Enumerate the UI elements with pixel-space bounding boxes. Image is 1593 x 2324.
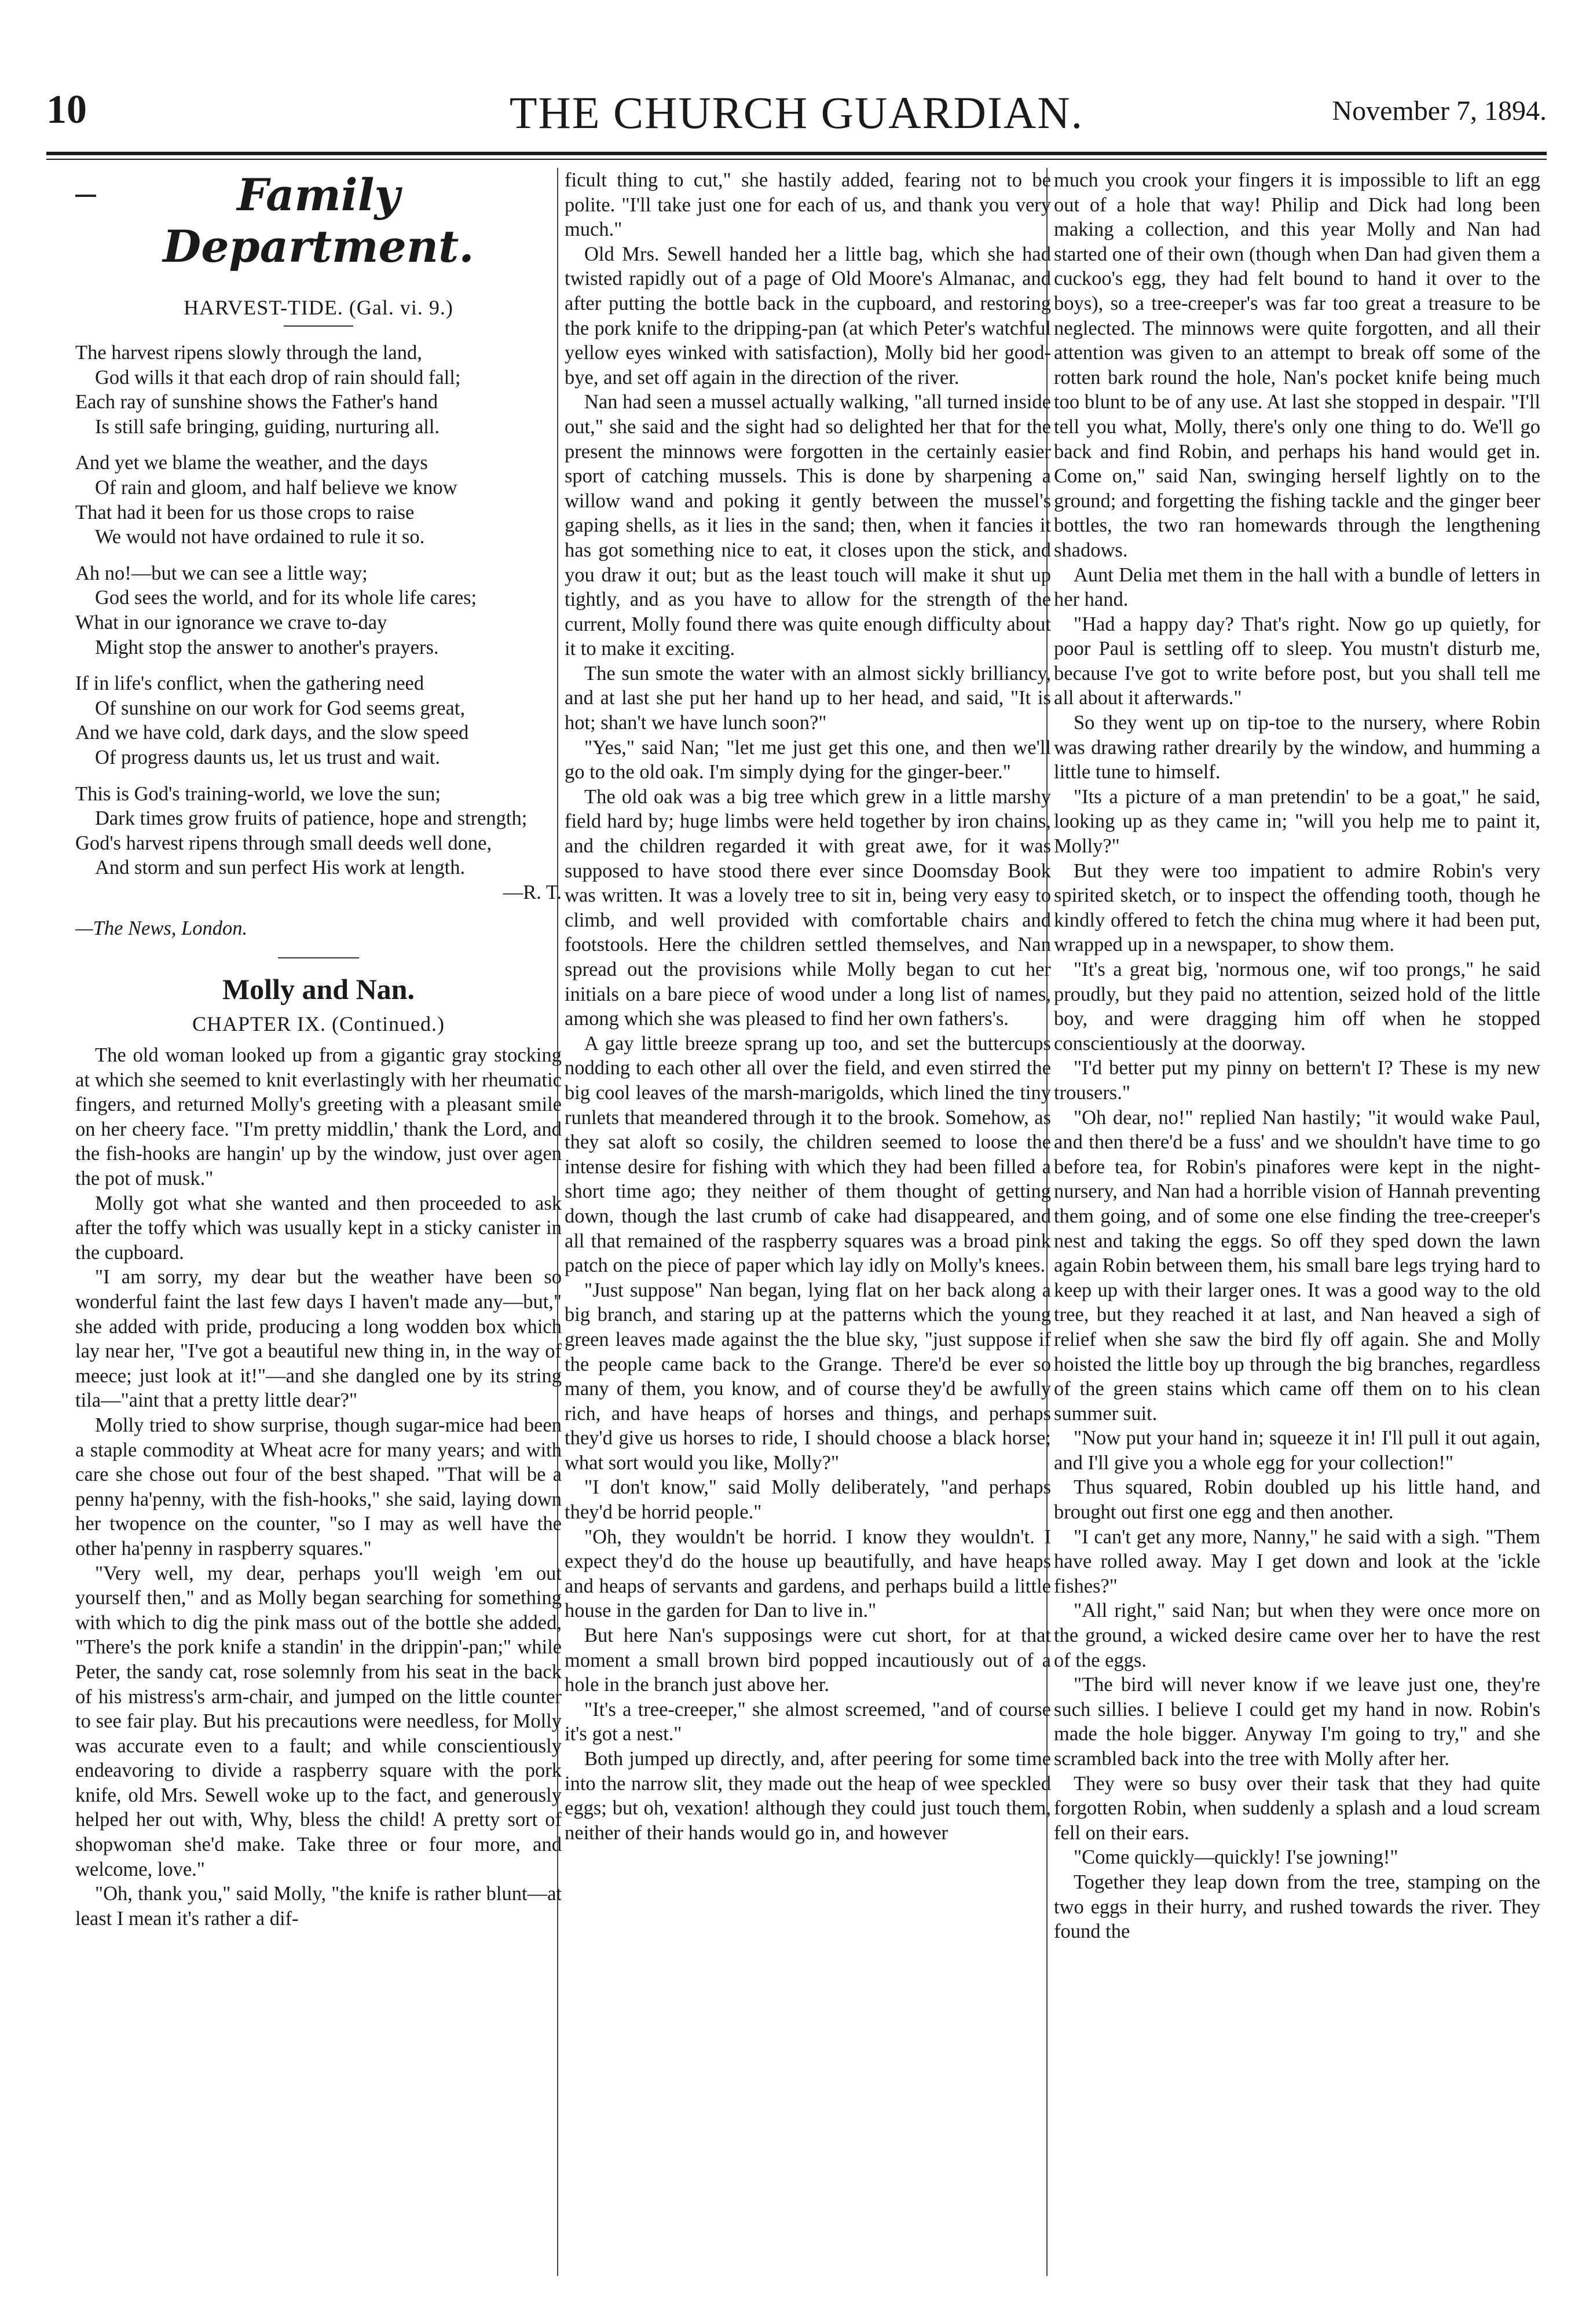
poem-line: This is God's training-world, we love the sun; bbox=[75, 782, 441, 805]
story-paragraph: "The bird will never know if we leave just one, they're such sillies. I believe I could get my hand in now. Robin's made the hole bigger. Anyway I'm going to try," and she scrambled back into the tree with Molly after her. bbox=[1054, 1674, 1540, 1770]
story-paragraph: A gay little breeze sprang up too, and set the buttercups nodding to each other all over the field, and even stirred the big cool leaves of the marsh-marigolds, which lined the tiny runlets that meandered through it to the brook. Somehow, as they sat aloft so cosily, the children seemed to loose the intense desire for fishing with which they had been filled a short time ago; they neither of them thought of getting down, though the last crumb of cake had disappeared, and all that remained of the raspberry squares was a broad pink patch on the piece of paper which lay idly on Molly's knees. bbox=[565, 1032, 1051, 1277]
story-paragraph: "Yes," said Nan; "let me just get this one, and then we'll go to the old oak. I'm simply dying for the ginger-beer." bbox=[565, 736, 1051, 784]
chapter-heading: CHAPTER IX. (Continued.) bbox=[192, 1012, 445, 1036]
story-paragraph: "I don't know," said Molly deliberately, "and perhaps they'd be horrid people." bbox=[565, 1476, 1051, 1524]
story-paragraph: ficult thing to cut," she hastily added, fearing not to be polite. "I'll take just one for each of us, and thank you very much." bbox=[565, 169, 1051, 241]
story-paragraph: Thus squared, Robin doubled up his little hand, and brought out first one egg and then another. bbox=[1054, 1476, 1540, 1524]
story-paragraph: The old woman looked up from a gigantic gray stocking at which she seemed to knit everlastingly with her rheumatic fingers, and returned Molly's greeting with a pleasant smile on her cheery face. "I'm pretty middlin,' thank the Lord, and the fish-hooks are hangin' up by the window, just over agen the pot of musk." bbox=[75, 1044, 562, 1190]
poem-line: And we have cold, dark days, and the slow speed bbox=[75, 722, 469, 744]
poem-line: Dark times grow fruits of patience, hope and strength; bbox=[95, 807, 528, 830]
poem-stanza bbox=[75, 451, 562, 549]
column-2 bbox=[565, 168, 1051, 2299]
poem-line: Of sunshine on our work for God seems great, bbox=[95, 697, 466, 719]
poem-stanza bbox=[75, 671, 562, 770]
poem-line: What in our ignorance we crave to-day bbox=[75, 611, 387, 634]
poem-title-rule bbox=[284, 325, 353, 327]
column-1 bbox=[75, 168, 562, 2299]
poem-line: Is still safe bringing, guiding, nurturing all. bbox=[95, 415, 440, 438]
poem-line: God sees the world, and for its whole life cares; bbox=[95, 587, 477, 609]
poem-line: Might stop the answer to another's prayers. bbox=[95, 636, 439, 658]
story-paragraph: They were so busy over their task that they had quite forgotten Robin, when suddenly a splash and a loud scream fell on their ears. bbox=[1054, 1772, 1540, 1844]
story-paragraph: "I can't get any more, Nanny," he said with a sigh. "Them have rolled away. May I get down and look at the 'ickle fishes?" bbox=[1054, 1525, 1540, 1597]
story-paragraph: "It's a tree-creeper," she almost screemed, "and of course it's got a nest." bbox=[565, 1698, 1051, 1745]
newspaper-title: THE CHURCH GUARDIAN. bbox=[509, 87, 1084, 138]
department-title: Family Department. bbox=[163, 169, 474, 272]
poem-line: Of rain and gloom, and half believe we know bbox=[95, 476, 457, 499]
story-paragraph: But here Nan's supposings were cut short, for at that moment a small brown bird popped incautiously out of a hole in the branch just above her. bbox=[565, 1624, 1051, 1696]
story-paragraph: "All right," said Nan; but when they were once more on the ground, a wicked desire came over her to have the rest of the eggs. bbox=[1054, 1600, 1540, 1671]
story-paragraph: "Very well, my dear, perhaps you'll weigh 'em out yourself then," and as Molly began searching for something with which to dig the pink mass out of the bottle she added, "There's the pork knife a standin' in the drippin'-pan;" while Peter, the sandy cat, rose solemnly from his seat in the back of his mistress's arm-chair, and jumped on the little counter to see fair play. But his precautions were needless, for Molly was accurate even to a fault; and while conscientiously endeavoring to divide a raspberry square with the pork knife, old Mrs. Sewell woke up to the fact, and generously helped her out with, Why, bless the child! A pretty sort of shopwoman she'd make. Take three or four more, and welcome, love." bbox=[75, 1562, 562, 1880]
poem-line: And storm and sun perfect His work at length. bbox=[95, 857, 466, 879]
decorative-dash bbox=[75, 195, 96, 197]
story-paragraph: "Now put your hand in; squeeze it in! I'll pull it out again, and I'll give you a whole egg for your collection!" bbox=[1054, 1427, 1540, 1474]
poem-line: God wills it that each drop of rain should fall; bbox=[95, 366, 461, 389]
poem-stanza bbox=[75, 782, 562, 905]
issue-date: November 7, 1894. bbox=[1332, 96, 1547, 126]
story-paragraph: "Had a happy day? That's right. Now go up quietly, for poor Paul is settling off to sleep. You mustn't disturb me, because I've got to write before post, but you shall tell me all about it afterwards." bbox=[1054, 613, 1540, 709]
header-rule-thick bbox=[46, 152, 1547, 155]
section-rule bbox=[278, 957, 359, 958]
story-paragraph: The sun smote the water with an almost sickly brilliancy, and at last she put her hand up to her head, and said, "It is hot; shan't we have lunch soon?" bbox=[565, 662, 1051, 734]
poem-line: That had it been for us those crops to raise bbox=[75, 501, 415, 524]
story-paragraph: "Oh, they wouldn't be horrid. I know they wouldn't. I expect they'd do the house up beautifully, and have heaps and heaps of servants and gardens, and perhaps build a little house in the garden for Dan to live in." bbox=[565, 1525, 1051, 1622]
story-paragraph: The old oak was a big tree which grew in a little marshy field hard by; huge limbs were held together by iron chains, and the children regarded it with great awe, for it was supposed to have stood there ever since Doomsday Book was written. It was a lovely tree to sit in, being very easy to climb, and well provided with comfortable chairs and footstools. Here the children settled themselves, and Nan spread out the provisions while Molly began to cut her initials on a bare piece of wood under a long list of names, among which she was pleased to find her own fathers's. bbox=[565, 785, 1051, 1030]
poem-title: HARVEST-TIDE. (Gal. vi. 9.) bbox=[184, 296, 453, 319]
masthead bbox=[46, 87, 1547, 145]
story-paragraph: "Its a picture of a man pretendin' to be a goat," he said, looking up as they came in; "will you help me to paint it, Molly?" bbox=[1054, 785, 1540, 858]
story-paragraph: Both jumped up directly, and, after peering for some time into the narrow slit, they made out the heap of wee speckled eggs; but oh, vexation! although they could just touch them, neither of their hands would go in, and however bbox=[565, 1748, 1051, 1844]
story-paragraph: "Come quickly—quickly! I'se jowning!" bbox=[1074, 1846, 1398, 1869]
story-paragraph: Together they leap down from the tree, stamping on the two eggs in their hurry, and rushed towards the river. They found the bbox=[1054, 1871, 1540, 1943]
poem-line: Each ray of sunshine shows the Father's hand bbox=[75, 391, 438, 413]
header-rule-thin bbox=[46, 159, 1547, 160]
poem-author: —R. T. bbox=[503, 881, 562, 903]
story-paragraph: Molly got what she wanted and then proceeded to ask after the toffy which was usually kept in a sticky canister in the cupboard. bbox=[75, 1192, 562, 1264]
poem-line: God's harvest ripens through small deeds well done, bbox=[75, 832, 492, 854]
story-paragraph: "Oh dear, no!" replied Nan hastily; "it would wake Paul, and then there'd be a fuss' and we shouldn't have time to go before tea, for Robin's pinafores were kept in the night-nursery, and Nan had a horrible vision of Hannah preventing them going, and of some one else finding the tree-creeper's nest and taking the eggs. So off they sped down the lawn again Robin between them, his small bare legs trying hard to keep up with their larger ones. It was a good way to the old tree, but they reached it at last, and Nan heaved a sigh of relief when she saw the bird fly off again. She and Molly hoisted the little boy up through the big branches, regardless of the green stains which came off them on to his clean summer suit. bbox=[1054, 1106, 1540, 1425]
story-paragraph: "I am sorry, my dear but the weather have been so wonderful faint the last few days I haven't made any—but," she added with pride, producing a long wodden box which lay near her, "I've got a beautiful new thing in, in the way of meece; just look at it!"—and she dangled one by its string tila—"aint that a pretty little dear?" bbox=[75, 1266, 562, 1412]
poem-stanza bbox=[75, 341, 562, 439]
poem bbox=[75, 341, 562, 941]
poem-author-line bbox=[75, 880, 562, 905]
story-paragraph: Nan had seen a mussel actually walking, "all turned inside out," she said and the sight had so delighted her that for the present the minnows were forgotten in the certainly easier sport of catching mussels. This is done by sharpening a willow wand and poking it gently between the mussel's gaping shells, as it lies in the sand; then, when it fancies it has got something nice to eat, it closes upon the stick, and you draw it out; but as the least touch will make it shut up tightly, and as you have to allow for the strength of the current, Molly found there was quite enough difficulty about it to make it exciting. bbox=[565, 391, 1051, 660]
story-title: Molly and Nan. bbox=[222, 973, 415, 1006]
story-paragraph: much you crook your fingers it is impossible to lift an egg out of a hole that way! Philip and Dick had long been making a collection, and this year Molly and Nan had started one of their own (though when Dan had given them a cuckoo's egg, they had felt bound to hand it over to the boys), so a tree-creeper's was far too great a treasure to be neglected. The minnows were quite forgotten, and all their attention was given to an attempt to break off some of the rotten bark round the hole, Nan's pocket knife being much too blunt to be of any use. At last she stopped in despair. "I'll tell you what, Molly, there's only one thing to do. We'll go back and find Robin, and perhaps his hand would get in. Come on," said Nan, swinging herself lightly on to the ground; and forgetting the fishing tackle and the ginger beer bottles, the two ran homewards through the lengthening shadows. bbox=[1054, 169, 1540, 561]
poem-line: And yet we blame the weather, and the days bbox=[75, 452, 428, 474]
poem-stanza bbox=[75, 561, 562, 660]
story-paragraph: "Just suppose" Nan began, lying flat on her back along a big branch, and staring up at the patterns which the young green leaves made against the the blue sky, "just suppose if the people came back to the Grange. There'd be ever so many of them, you know, and of course they'd be awfully rich, and have heaps of horses and things, and perhaps they'd give us horses to ride, I should choose a black horse; what sort would you like, Molly?" bbox=[565, 1279, 1051, 1474]
poem-line: We would not have ordained to rule it so. bbox=[95, 526, 425, 548]
poem-line: Ah no!—but we can see a little way; bbox=[75, 562, 368, 584]
poem-line: The harvest ripens slowly through the land, bbox=[75, 342, 422, 364]
story-paragraph: Aunt Delia met them in the hall with a bundle of letters in her hand. bbox=[1054, 563, 1540, 611]
story-paragraph: So they went up on tip-toe to the nursery, where Robin was drawing rather drearily by the window, and humming a little tune to himself. bbox=[1054, 712, 1540, 784]
poem-source: —The News, London. bbox=[75, 917, 248, 940]
story-paragraph: "It's a great big, 'normous one, wif too prongs," he said proudly, but they paid no attention, seized hold of the little boy, and were dragging him off when he stopped conscientiously at the doorway. bbox=[1054, 958, 1540, 1055]
column-3 bbox=[1054, 168, 1540, 2299]
story-paragraph: But they were too impatient to admire Robin's very spirited sketch, or to inspect the offending tooth, though he kindly offered to fetch the china mug where it had been put, wrapped up in a newspaper, to show them. bbox=[1054, 859, 1540, 956]
story-paragraph: "I'd better put my pinny on bettern't I? These is my new trousers." bbox=[1054, 1057, 1540, 1104]
story-paragraph: Old Mrs. Sewell handed her a little bag, which she had twisted rapidly out of a page of Old Moore's Almanac, and after putting the bottle back in the cupboard, and restoring the pork knife to the dripping-pan (at which Peter's watchful yellow eyes winked with satisfaction), Molly bid her good-bye, and set off again in the direction of the river. bbox=[565, 243, 1051, 389]
poem-line: Of progress daunts us, let us trust and wait. bbox=[95, 746, 441, 768]
poem-line: If in life's conflict, when the gathering need bbox=[75, 672, 424, 695]
page-number: 10 bbox=[46, 87, 87, 132]
story-paragraph: "Oh, thank you," said Molly, "the knife is rather blunt—at least I mean it's rather a dif- bbox=[75, 1883, 562, 1930]
story-paragraph: Molly tried to show surprise, though sugar-mice had been a staple commodity at Wheat acre for many years; and with care she chose out four of the best shaped. "That will be a penny ha'penny, with the fish-hooks," she said, laying down her twopence on the counter, "so I may as well have the other ha'penny in raspberry squares." bbox=[75, 1414, 562, 1560]
